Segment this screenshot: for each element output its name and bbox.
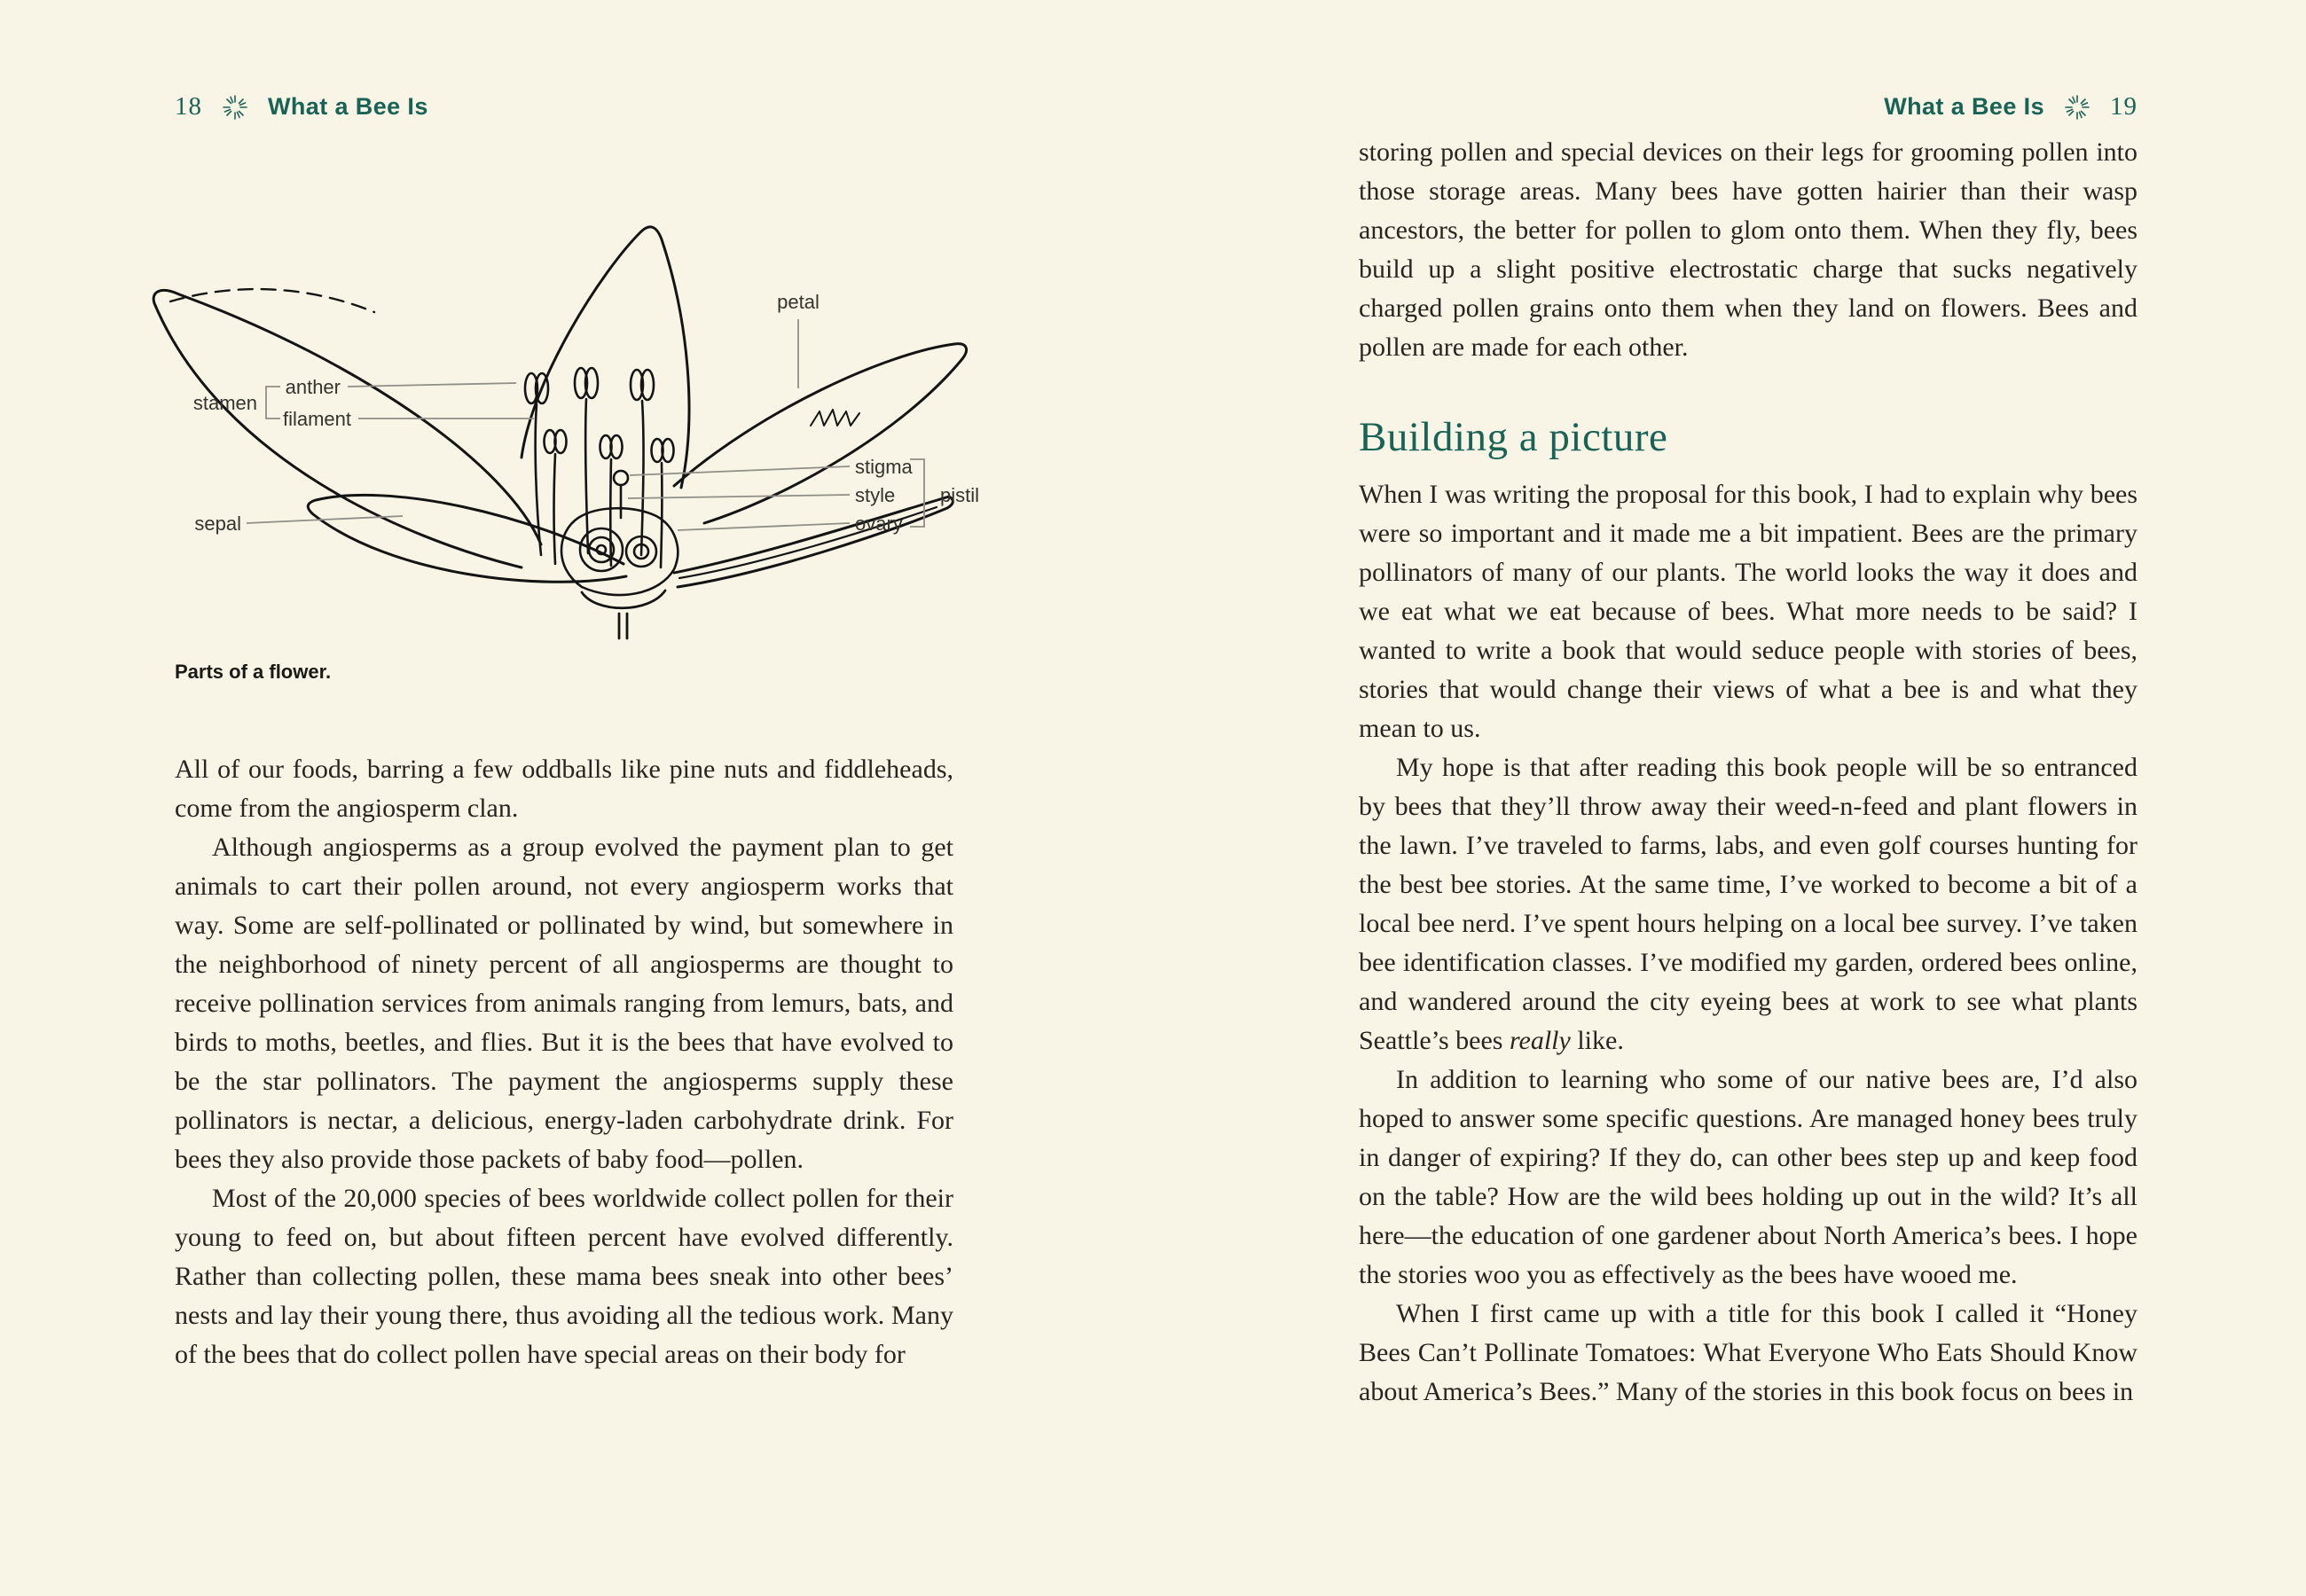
right-paragraph: In addition to learning who some of our native bees are, I’d also hoped to answer some specific questions. Are managed honey bees truly in danger of expiring? If they do, can other bees step up and keep food on the table? How are the wild bees holding up out in the wild? It’s all here—the education of one gardener about North America’s bees. I hope the stories woo you as effectively as the bees have wooed me. (1359, 1065, 2137, 1289)
label-stigma: stigma (855, 456, 913, 478)
right-intro-paragraph: storing pollen and special devices on their legs for grooming pollen into those storage areas. Many bees have gotten hairier than their wasp ancestors, the better for pollen to glom onto them. When they fly, bees build up a slight positive electrostatic charge that sucks negatively charged pollen grains onto them when they land on flowers. Bees and pollen are made for each other. (1359, 137, 2137, 362)
header-ornament-icon (2064, 94, 2090, 121)
anthers-drawing (525, 368, 674, 462)
right-paragraph: When I first came up with a title for this book I called it “Honey Bees Can’t Pollinate Tomatoes: What Everyone Who Eats Should Know about America’s Bees.” Many of the stories in this book focus on bees in (1359, 1299, 2137, 1406)
left-page-body (175, 750, 953, 1374)
header-ornament-icon (222, 94, 248, 121)
petal-hatching (811, 410, 859, 426)
label-style: style (855, 484, 896, 506)
label-sepal: sepal (194, 512, 241, 535)
label-petal: petal (777, 291, 820, 313)
right-page-number: 19 (2110, 92, 2137, 121)
filaments-drawing (536, 399, 663, 567)
paragraph-text-run: My hope is that after reading this book people will be so entranced by bees that they’ll throw away their weed-n-feed and plant flowers in the lawn. I’ve traveled to farms, labs, and even golf courses hunting for the best bee stories. At the same time, I’ve worked to become a bit of a local bee nerd. I’ve spent hours helping on a local bee survey. I’ve taken bee identification classes. I’ve modified my garden, ordered bees online, and wandered around the city eyeing bees at work to see what plants Seattle’s bees (1359, 753, 2137, 1055)
left-paragraph: Most of the 20,000 species of bees worldwide collect pollen for their young to feed on, but about fifteen percent have evolved differently. Rather than collecting pollen, these mama bees sneak into other bees’ nests and lay their young there, thus avoiding all the tedious work. Many of the bees that do collect pollen have special areas on their body for (175, 1184, 953, 1369)
left-petal-dashed-edge (170, 289, 374, 312)
right-sepal-drawing (674, 497, 953, 587)
left-header-title: What a Bee Is (268, 93, 428, 120)
right-paragraph (1359, 748, 2137, 1060)
right-page-body (1359, 133, 2137, 1412)
left-sepal-drawing (308, 495, 626, 582)
right-header-title: What a Bee Is (1884, 93, 2044, 120)
label-anther: anther (285, 376, 341, 398)
paragraph-text-run: like. (1570, 1026, 1624, 1055)
left-paragraph: All of our foods, barring a few oddballs like pine nuts and fiddleheads, come from the angiosperm clan. (175, 755, 953, 823)
stem-drawing (582, 591, 665, 638)
section-heading: Building a picture (1359, 414, 1668, 460)
flower-parts-diagram (140, 220, 983, 644)
figure-caption: Parts of a flower. (175, 661, 332, 683)
label-filament: filament (282, 408, 351, 430)
label-stamen: stamen (192, 392, 257, 414)
paragraph-italic-run: really (1509, 1026, 1571, 1055)
right-paragraph: When I was writing the proposal for this book, I had to explain why bees were so important and it made me a bit impatient. Bees are the primary pollinators of many of our plants. The world looks the way it does and we eat what we eat because of bees. What more needs to be said? I wanted to write a book that would seduce people with stories of bees, stories that would change their views of what a bee is and what they mean to us. (1359, 480, 2137, 743)
left-running-header (175, 92, 428, 121)
left-paragraph: Although angiosperms as a group evolved the payment plan to get animals to cart their pollen around, not every angiosperm works that way. Some are self-pollinated or pollinated by wind, but somewhere in the neighborhood of ninety percent of all angiosperms are thought to receive pollination services from animals ranging from lemurs, bats, and birds to moths, beetles, and flies. But it is the bees that have evolved to be the star pollinators. The payment the angiosperms supply these pollinators is nectar, a delicious, energy-laden carbohydrate drink. For bees they also provide those packets of baby food—pollen. (175, 833, 953, 1174)
left-page-number: 18 (175, 92, 202, 121)
label-ovary: ovary (855, 512, 903, 535)
label-pistil: pistil (940, 484, 980, 506)
right-running-header (1359, 92, 2137, 121)
